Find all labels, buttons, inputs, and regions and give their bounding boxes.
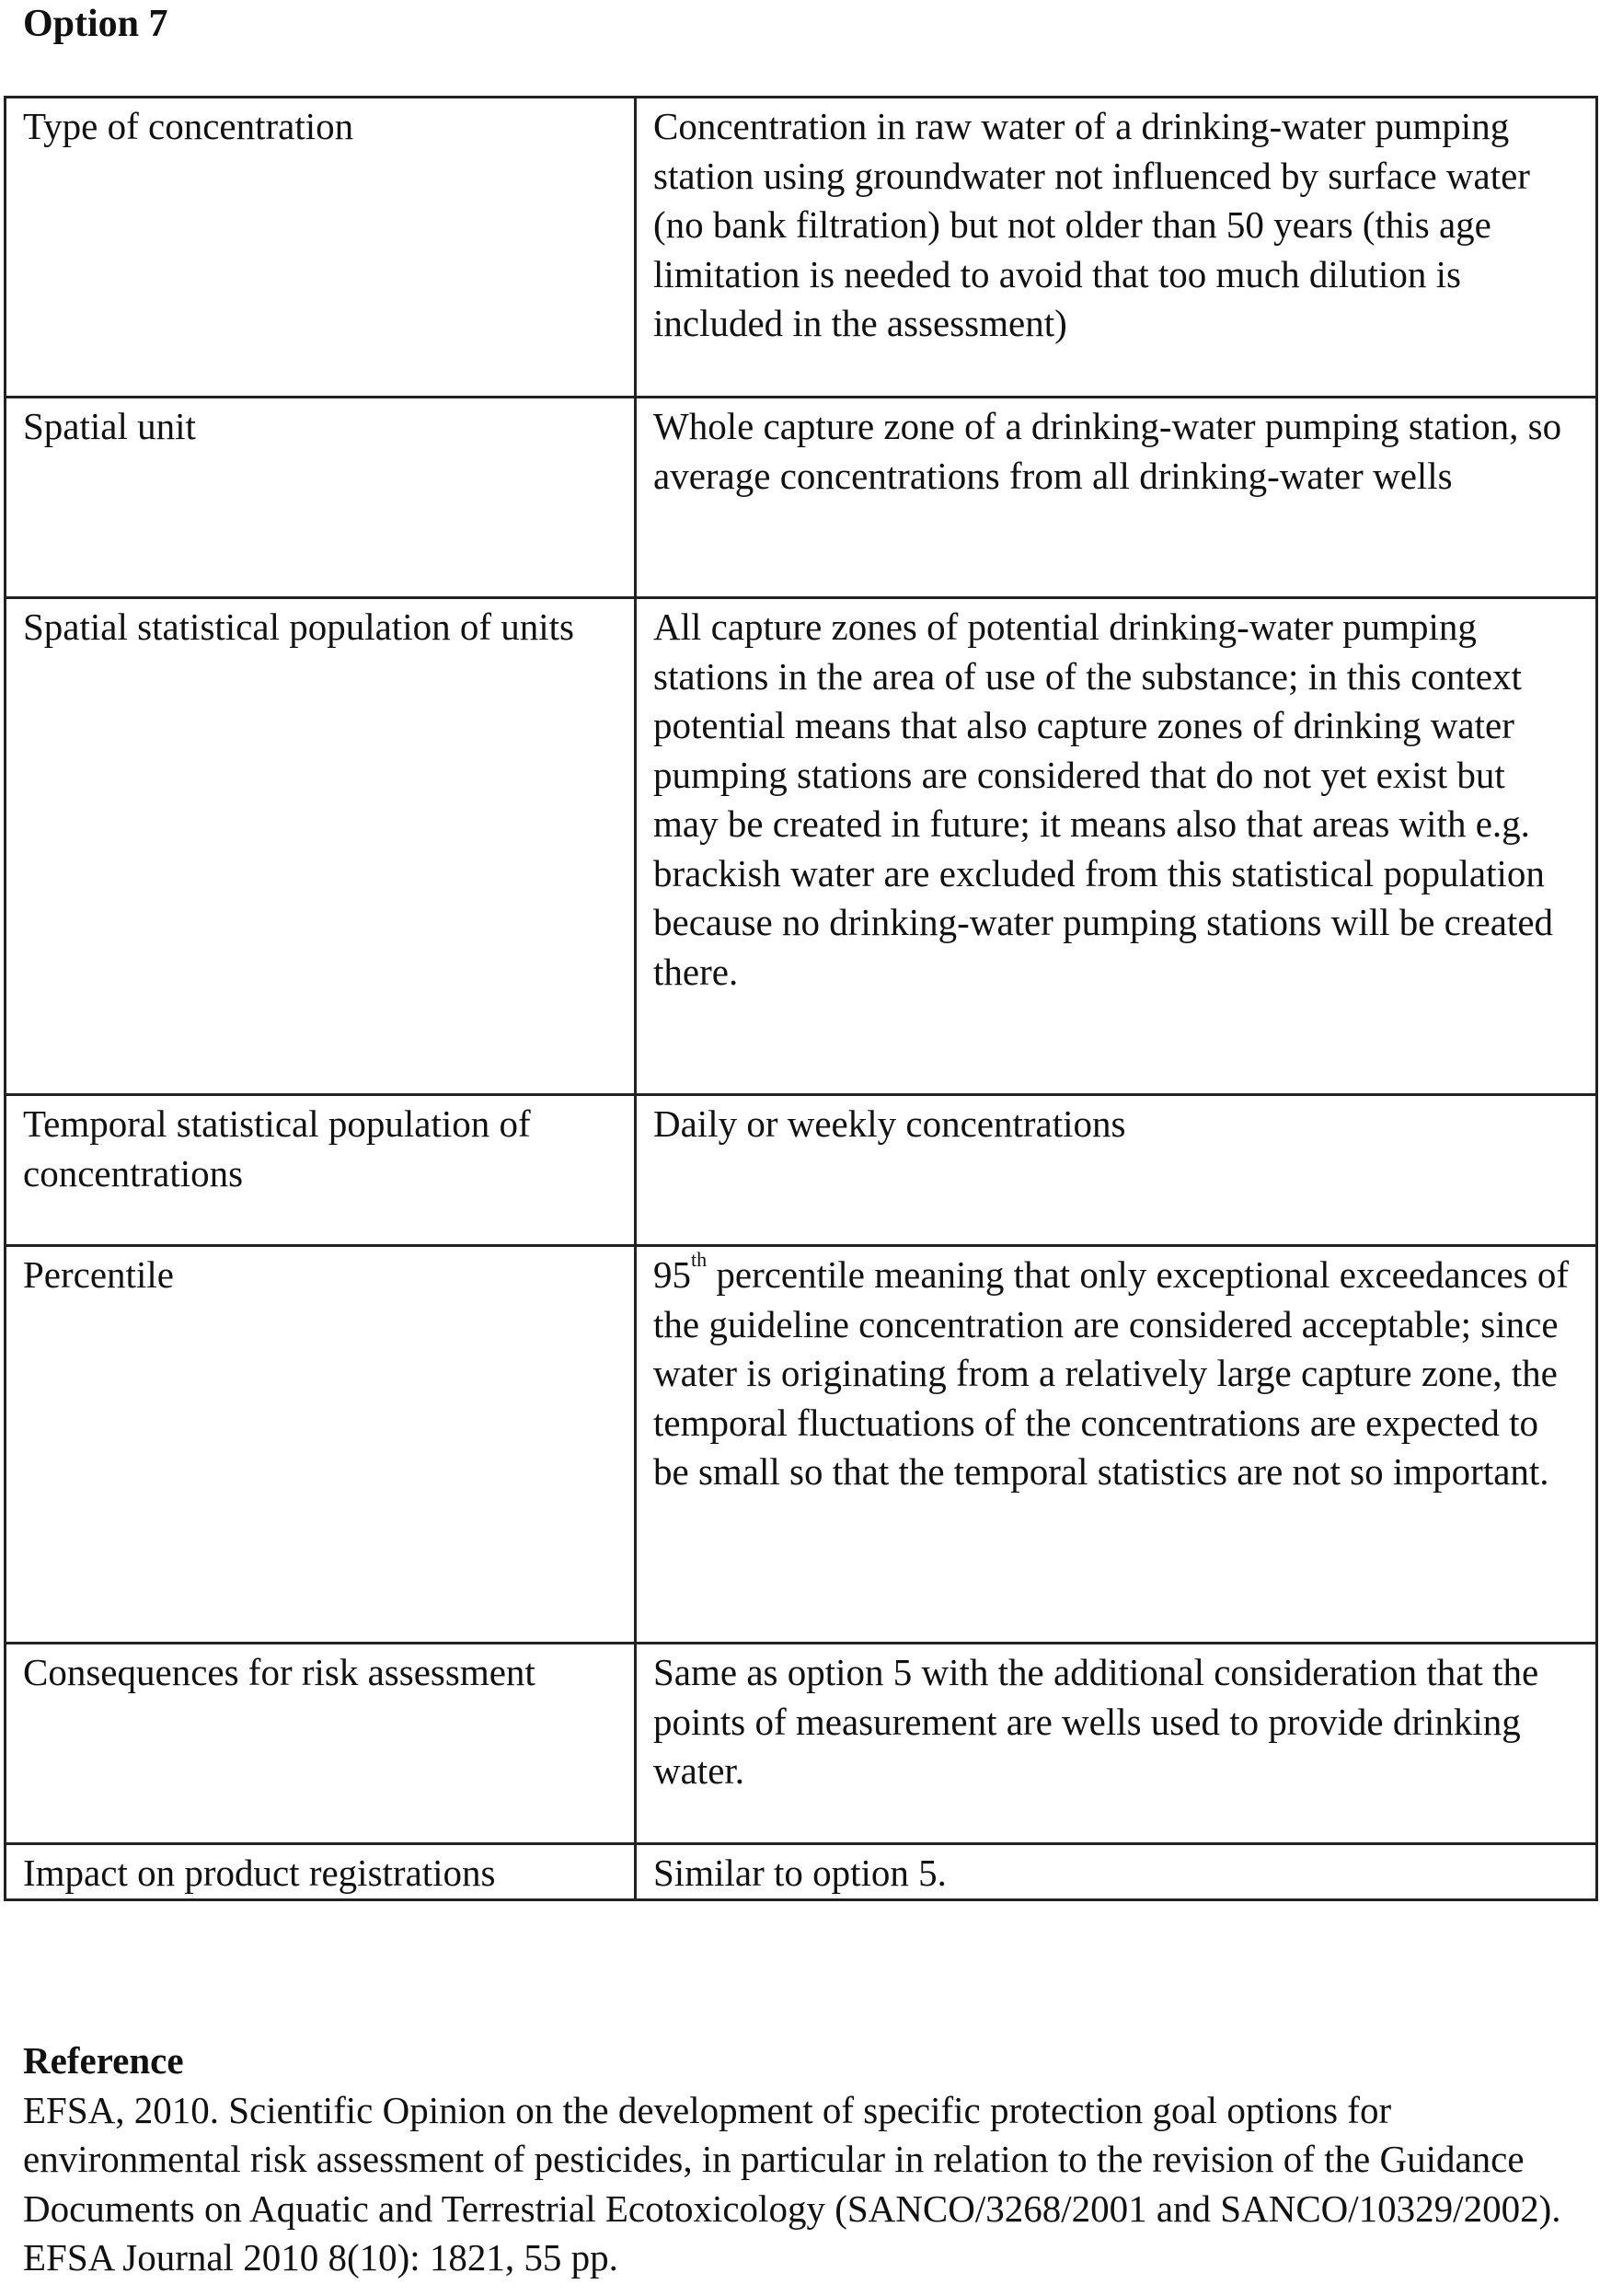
row-value: Concentration in raw water of a drinking-water pumping station using groundwater not influenced by surface water (no bank filtration) but not older than 50 years (this age limitation is needed to avoid that too much dilution is included in the assessment): [636, 98, 1597, 398]
reference-section: [23, 2036, 1587, 2283]
row-value: [636, 1246, 1597, 1644]
row-value: Whole capture zone of a drinking-water pumping station, so average concentrations from all drinking-water wells: [636, 398, 1597, 598]
row-label: Spatial statistical population of units: [6, 598, 636, 1095]
row-label: Percentile: [6, 1246, 636, 1644]
reference-heading: Reference: [23, 2039, 184, 2082]
row-label: Type of concentration: [6, 98, 636, 398]
option-table: [4, 96, 1598, 1901]
row-value: All capture zones of potential drinking-water pumping stations in the area of use of the substance; in this context potential means that also capture zones of drinking water pumping stations are considered that do not yet exist but may be created in future; it means also that areas with e.g. brackish water are excluded from this statistical population because no drinking-water pumping stations will be created there.: [636, 598, 1597, 1095]
row-value: Same as option 5 with the additional consideration that the points of measurement are wells used to provide drinking water.: [636, 1644, 1597, 1844]
table-row: [6, 398, 1597, 598]
percentile-number: 95: [653, 1253, 691, 1296]
table-row: [6, 1844, 1597, 1900]
percentile-text: percentile meaning that only exceptional exceedances of the guideline concentration are considered acceptable; since water is originating from a relatively large capture zone, the temporal fluctuations of the concentrations are expected to be small so that the temporal statistics are not so important.: [653, 1253, 1569, 1493]
table-row: [6, 98, 1597, 398]
row-label: Spatial unit: [6, 398, 636, 598]
reference-text: EFSA, 2010. Scientific Opinion on the development of specific protection goal options for environmental risk assessment of pesticides, in particular in relation to the revision of the Guidance Documents on Aquatic and Terrestrial Ecotoxicology (SANCO/3268/2001 and SANCO/10329/2002). EFSA Journal 2010 8(10): 1821, 55 pp.: [23, 2088, 1561, 2279]
table-row: [6, 1095, 1597, 1246]
table-row: [6, 598, 1597, 1095]
row-value: Daily or weekly concentrations: [636, 1095, 1597, 1246]
page-title: Option 7: [23, 3, 168, 45]
row-label: Consequences for risk assessment: [6, 1644, 636, 1844]
row-label: Temporal statistical population of concentrations: [6, 1095, 636, 1246]
row-value: Similar to option 5.: [636, 1844, 1597, 1900]
table-row: [6, 1644, 1597, 1844]
row-label: Impact on product registrations: [6, 1844, 636, 1900]
table-row: [6, 1246, 1597, 1644]
percentile-superscript: th: [691, 1248, 708, 1272]
